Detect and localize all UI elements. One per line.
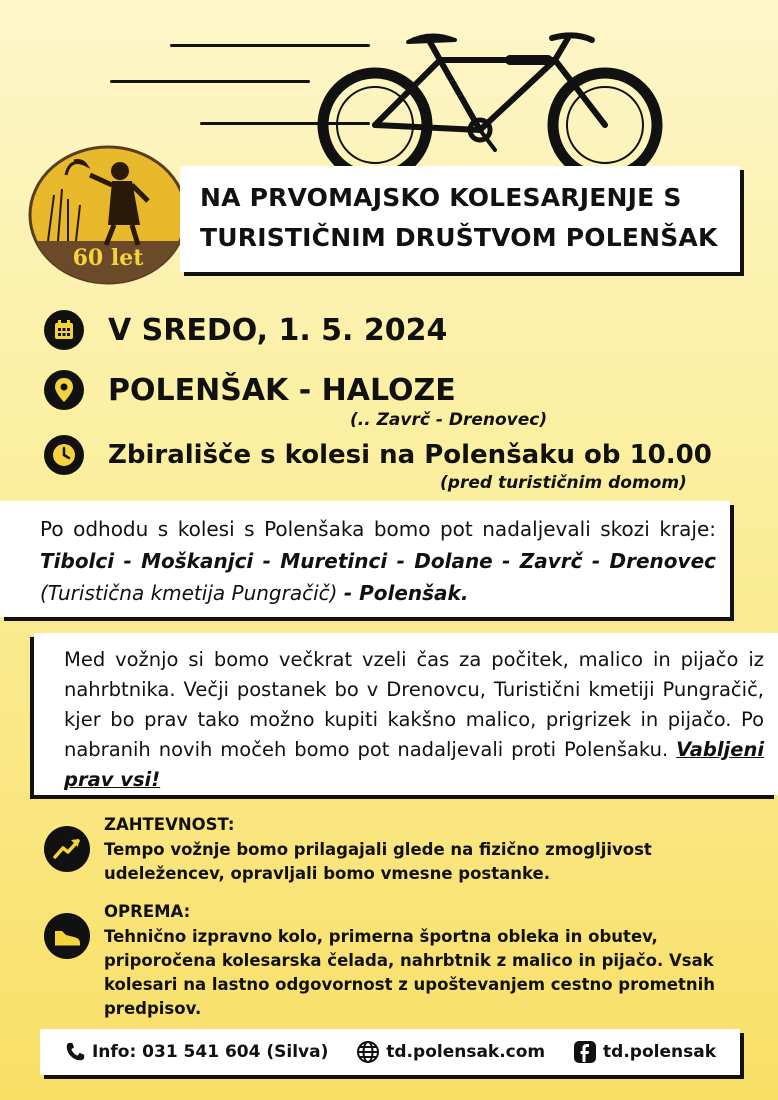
meeting-point: Zbirališče s kolesi na Polenšaku ob 10.00 — [108, 440, 712, 470]
route-box — [0, 501, 730, 617]
bicycle-icon — [300, 20, 680, 180]
website-text: td.polensak.com — [386, 1042, 546, 1062]
phone-text: Info: 031 541 604 (Silva) — [91, 1042, 329, 1062]
location-row — [44, 370, 456, 410]
speed-line — [110, 80, 310, 83]
facebook-icon — [573, 1040, 597, 1064]
date-row — [44, 310, 447, 350]
location-subtext: (.. Zavrč - Drenovec) — [350, 410, 548, 430]
route-stop: (Turistična kmetija Pungračič) — [40, 581, 338, 605]
phone-icon — [64, 1041, 86, 1063]
title-line-2: TURISTIČNIM DRUŠTVOM POLENŠAK — [200, 223, 718, 252]
location-pin-icon — [44, 370, 84, 410]
facebook-link[interactable] — [573, 1040, 716, 1064]
globe-icon — [356, 1040, 380, 1064]
sneaker-icon — [44, 913, 90, 959]
phone-contact[interactable] — [64, 1041, 328, 1063]
calendar-icon — [44, 310, 84, 350]
details-box — [34, 633, 778, 795]
event-title-box — [180, 166, 740, 272]
equipment-heading: OPREMA: — [104, 902, 191, 921]
equipment-text: Tehnično izpravno kolo, primerna športna obleka in obutev, priporočena kolesarska čelada, nahrbtnik z malico in pijačo. Vsak kolesari na lastno odgovornost z upoštevanjem cestno prometnih predpisov. — [104, 927, 715, 1018]
title-line-1: NA PRVOMAJSKO KOLESARJENJE S — [200, 183, 682, 212]
meeting-subtext: (pred turističnim domom) — [440, 473, 687, 493]
website-link[interactable] — [356, 1040, 545, 1064]
trending-chart-icon — [44, 826, 90, 872]
welcome-text: Vabljeni prav vsi! — [64, 738, 765, 791]
logo-anniversary-text: 60 let — [72, 245, 144, 271]
clock-icon — [44, 435, 84, 475]
details-text: Med vožnjo si bomo večkrat vzeli čas za počitek, malico in pijačo iz nahrbtnika. Večji postanek bo v Drenovcu, Turistični kmetiji Pungračič, kjer bo prav tako možno kupiti kakšno malico, prigrizek in pijačo. Po nabranih novih močeh bomo pot nadaljevali proti Polenšaku. — [64, 648, 764, 761]
route-places: Tibolci - Moškanjci - Muretinci - Dolane - Zavrč - Drenovec — [40, 549, 716, 573]
difficulty-heading: ZAHTEVNOST: — [104, 815, 235, 834]
route-end: - Polenšak. — [343, 581, 469, 605]
contact-footer — [40, 1029, 740, 1075]
facebook-text: td.polensak — [603, 1042, 717, 1062]
route-intro: Po odhodu s kolesi s Polenšaka bomo pot nadaljevali skozi kraje: — [40, 517, 716, 541]
event-date: V SREDO, 1. 5. 2024 — [108, 312, 448, 348]
meeting-row — [44, 435, 712, 475]
event-location: POLENŠAK - HALOZE — [108, 372, 456, 408]
club-logo — [28, 145, 188, 285]
difficulty-text: Tempo vožnje bomo prilagajali glede na fizično zmogljivost udeležencev, opravljali bomo vmesne postanke. — [104, 840, 652, 883]
